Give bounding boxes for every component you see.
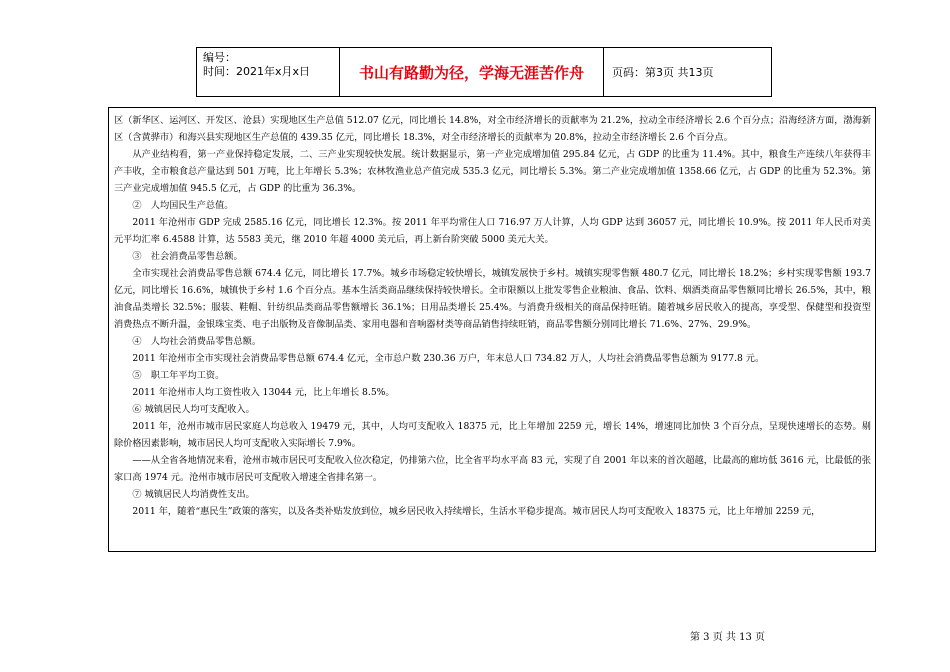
page-header bbox=[196, 47, 772, 97]
paragraph: ⑦ 城镇居民人均消费性支出。 bbox=[132, 489, 255, 500]
number-label: 编号： bbox=[203, 51, 236, 64]
header-page-cell bbox=[604, 48, 771, 96]
motto-text: 书山有路勤为径，学海无涯苦作舟 bbox=[358, 63, 584, 82]
header-info-cell bbox=[197, 48, 340, 96]
page-footer: 第 3 页 共 13 页 bbox=[690, 632, 765, 643]
time-label: 时间：2021年x月x日 bbox=[203, 65, 311, 78]
paragraph: 2011 年，随着“惠民生”政策的落实，以及各类补贴发放到位，城乡居民收入持续增长，生活水平稳步提高。城市居民人均可支配收入 18375 元，比上年增加 2259 元， bbox=[132, 506, 821, 517]
paragraph: ⑤ 职工年平均工资。 bbox=[132, 370, 225, 381]
paragraph: ⑥ 城镇居民人均可支配收入。 bbox=[132, 404, 255, 415]
paragraph: 2011 年沧州市 GDP 完成 2585.16 亿元，同比增长 12.3%。按 2011 年平均常住人口 716.97 万人计算，人均 GDP 达到 36057 元，同比增长 10.9%。按 2011 年人民币对美元平均汇率 6.4588 计算，达 5583 美元，继 2010 年超 4000 美元后，再上新台阶突破 5000 美元大关。 bbox=[114, 217, 871, 245]
paragraph: 2011 年沧州市全市实现社会消费品零售总额 674.4 亿元，全市总户数 230.36 万户，年末总人口 734.82 万人，人均社会消费品零售总额为 9177.8 元。 bbox=[132, 353, 765, 364]
header-motto-cell bbox=[340, 48, 604, 96]
page-label: 页码：第3页 共13页 bbox=[612, 66, 714, 79]
paragraph: 从产业结构看，第一产业保持稳定发展，二、三产业实现较快发展。统计数据显示，第一产业完成增加值 295.84 亿元，占 GDP 的比重为 11.4%。其中，粮食生产连续八年获得丰产丰收，全市粮食总产量达到 501 万吨，比上年增长 5.3%；农林牧渔业总产值完成 535.3 亿元，同比增长 5.3%。第二产业完成增加值 1358.66 亿元，占 GDP 的比重为 52.3%。第三产业完成增加值 945.5 亿元，占 GDP 的比重为 36.3%。 bbox=[114, 149, 871, 194]
paragraph: ③ 社会消费品零售总额。 bbox=[132, 251, 243, 262]
paragraph: ——从全省各地情况来看，沧州市城市居民可支配收入位次稳定，仍排第六位，比全省平均水平高 83 元，实现了自 2001 年以来的首次超越，比最高的廊坊低 3616 元，比最低的张家口高 1974 元。沧州市城市居民可支配收入增速全省排名第一。 bbox=[114, 455, 871, 483]
paragraph: ④ 人均社会消费品零售总额。 bbox=[132, 336, 262, 347]
paragraph: ② 人均国民生产总值。 bbox=[132, 200, 234, 211]
paragraph: 全市实现社会消费品零售总额 674.4 亿元，同比增长 17.7%。城乡市场稳定较快增长，城镇发展快于乡村。城镇实现零售额 480.7 亿元，同比增长 18.2%；乡村实现零售额 193.7 亿元，同比增长 16.6%，城镇快于乡村 1.6 个百分点。基本生活类商品继续保持较快增长。全市限额以上批发零售企业粮油、食品、饮料、烟酒类商品零售额同比增长 26.5%，其中，粮油食品类增长 32.5%；服装、鞋帽、针纺织品类商品零售额增长 36.1%；日用品类增长 25.4%。与消费升级相关的商品保持旺销。随着城乡居民收入的提高，享受型、保健型和投资型消费热点不断升温，金银珠宝类、电子出版物及音像制品类、家用电器和音响器材类等商品销售持续旺销，商品零售额分别同比增长 71.6%、27%、29.9%。 bbox=[114, 268, 871, 330]
paragraph: 2011 年沧州市人均工资性收入 13044 元，比上年增长 8.5%。 bbox=[132, 387, 395, 398]
paragraph: 区（新华区、运河区、开发区、沧县）实现地区生产总值 512.07 亿元，同比增长 14.8%，对全市经济增长的贡献率为 21.2%，拉动全市经济增长 2.6 个百分点；沿海经济方面，渤海新区（含黄骅市）和海兴县实现地区生产总值的 439.35 亿元，同比增长 18.3%，对全市经济增长的贡献率为 20.8%，拉动全市经济增长 2.6 个百分点。 bbox=[114, 115, 871, 143]
document-body bbox=[108, 107, 876, 552]
paragraph: 2011 年，沧州市城市居民家庭人均总收入 19479 元，其中，人均可支配收入 18375 元，比上年增加 2259 元，增长 14%，增速同比加快 3 个百分点，呈现快速增长的态势。剔除价格因素影响，城市居民人均可支配收入实际增长 7.9%。 bbox=[114, 421, 871, 449]
